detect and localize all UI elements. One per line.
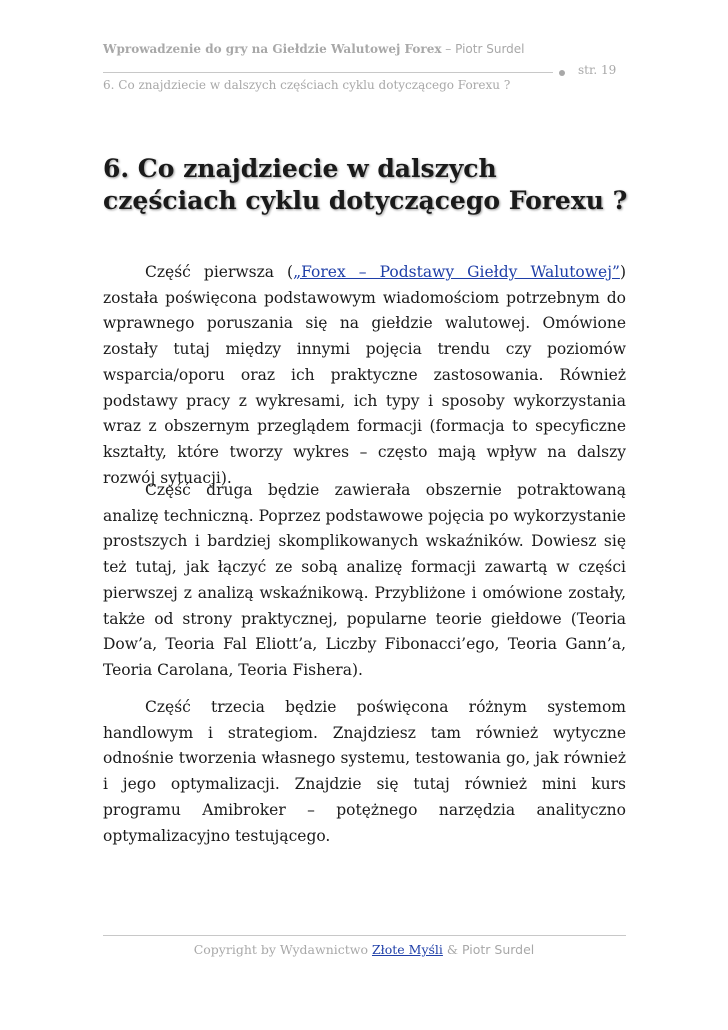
header-chapter: 6. Co znajdziecie w dalszych częściach cyklu dotyczącego Forexu ? bbox=[103, 78, 511, 92]
header-title bbox=[103, 42, 525, 56]
page-number: str. 19 bbox=[578, 63, 617, 77]
header-divider bbox=[103, 72, 553, 73]
book-title: Wprowadzenie do gry na Giełdzie Walutowej Forex bbox=[103, 42, 442, 56]
footer-divider bbox=[103, 935, 626, 936]
paragraph-part-two: Część druga będzie zawierała obszernie potraktowaną analizę techniczną. Poprzez podstawowe pojęcia po wykorzystanie prostszych i bardziej skomplikowanych wskaźników. Dowiesz się też tutaj, jak łączyć ze sobą analizę formacji zawartą w części pierwszej z analizą wskaźnikową. Przybliżone i omówione zostały, także od strony praktycznej, popularne teorie giełdowe (Teoria Dow’a, Teoria Fal Eliott’a, Liczby Fibonacci’ego, Teoria Gann’a, Teoria Carolana, Teoria Fishera). bbox=[103, 481, 626, 679]
header-author: Piotr Surdel bbox=[455, 42, 525, 56]
bullet-dot-icon bbox=[559, 70, 565, 76]
footer bbox=[0, 942, 728, 957]
chapter-heading: 6. Co znajdziecie w dalszych częściach cyklu dotyczącego Forexu ? bbox=[103, 154, 628, 215]
footer-and: & bbox=[442, 942, 462, 957]
paragraph-part-one bbox=[103, 260, 626, 491]
paragraph-part-three: Część trzecia będzie poświęcona różnym systemom handlowym i strategiom. Znajdziesz tam również wytyczne odnośnie tworzenia własnego systemu, testowania go, jak również i jego optymalizacji. Znajdzie się tutaj również mini kurs programu Amibroker – potężnego narzędzia analityczno optymalizacyjno testującego. bbox=[103, 698, 626, 845]
paragraph-text: ) została poświęcona podstawowym wiadomościom potrzebnym do wprawnego poruszania się na giełdzie walutowej. Omówione zostały tutaj między innymi pojęcia trendu czy poziomów wsparcia/oporu oraz ich praktyczne zastosowania. Również podstawy pracy z wykresami, ich typy i sposoby wykorzystania wraz z obszernym przeglądem formacji (formacja to specyficzne kształty, które tworzy wykres – często mają wpływ na dalszy rozwój sytuacji). bbox=[103, 263, 626, 487]
publisher-link[interactable]: Złote Myśli bbox=[371, 942, 443, 957]
footer-copyright: Copyright by Wydawnictwo bbox=[193, 942, 372, 957]
book-link[interactable]: „Forex – Podstawy Giełdy Walutowej” bbox=[293, 263, 620, 281]
header-separator: – bbox=[441, 42, 456, 56]
footer-author: Piotr Surdel bbox=[462, 942, 535, 957]
paragraph-text: Część pierwsza ( bbox=[145, 263, 294, 281]
